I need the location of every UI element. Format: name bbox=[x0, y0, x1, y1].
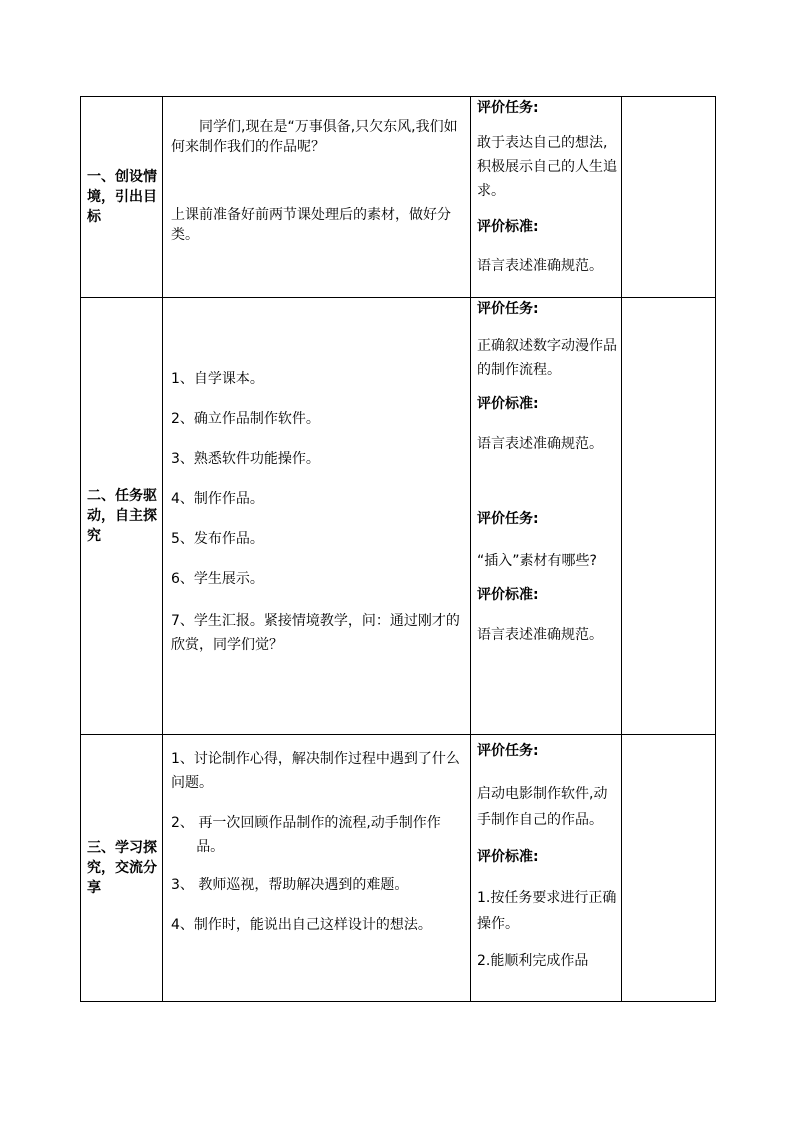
stage-cell: 一、创设情境，引出目标 bbox=[81, 97, 163, 298]
activity-text: 2、 再一次回顾作品制作的流程,动手制作作品。 bbox=[171, 815, 441, 855]
activity-cell bbox=[163, 97, 471, 298]
table-row bbox=[81, 298, 716, 735]
activity-text: 4、制作作品。 bbox=[171, 491, 264, 507]
stage-cell: 三、学习探究，交流分享 bbox=[81, 735, 163, 1002]
eval-std-text: 语言表述准确规范。 bbox=[477, 258, 603, 274]
activity-cell bbox=[163, 735, 471, 1002]
eval-std-label: 评价标准: bbox=[477, 849, 539, 865]
activity-text: 3、 教师巡视，帮助解决遇到的难题。 bbox=[171, 877, 409, 893]
activity-text: 5、发布作品。 bbox=[171, 531, 264, 547]
table-row bbox=[81, 97, 716, 298]
eval-task-label: 评价任务: bbox=[477, 511, 539, 527]
activity-text: 6、学生展示。 bbox=[171, 571, 264, 587]
lesson-plan-table bbox=[80, 96, 716, 1002]
empty-cell bbox=[622, 735, 716, 1002]
activity-text: 4、制作时，能说出自己这样设计的想法。 bbox=[171, 917, 432, 933]
eval-task-label: 评价任务: bbox=[477, 301, 539, 317]
eval-task-text: 正确叙述数字动漫作品的制作流程。 bbox=[477, 338, 617, 378]
activity-text: 同学们,现在是“万事俱备,只欠东风,我们如何来制作我们的作品呢？ bbox=[171, 119, 458, 155]
empty-cell bbox=[622, 298, 716, 735]
activity-text: 上课前准备好前两节课处理后的素材，做好分类。 bbox=[171, 207, 451, 243]
eval-task-text: 启动电影制作软件,动手制作自己的作品。 bbox=[477, 786, 608, 828]
eval-std-text: 2.能顺利完成作品 bbox=[477, 953, 589, 969]
eval-std-label: 评价标准: bbox=[477, 587, 539, 603]
activity-cell bbox=[163, 298, 471, 735]
evaluation-cell bbox=[471, 97, 622, 298]
activity-text: 3、熟悉软件功能操作。 bbox=[171, 451, 320, 467]
eval-task-text: “插入”素材有哪些? bbox=[477, 553, 597, 569]
stage-cell: 二、任务驱动，自主探究 bbox=[81, 298, 163, 735]
eval-std-label: 评价标准: bbox=[477, 219, 539, 235]
evaluation-cell bbox=[471, 735, 622, 1002]
eval-std-text: 1.按任务要求进行正确操作。 bbox=[477, 890, 617, 932]
evaluation-cell bbox=[471, 298, 622, 735]
eval-std-label: 评价标准: bbox=[477, 396, 539, 412]
empty-cell bbox=[622, 97, 716, 298]
eval-std-text: 语言表述准确规范。 bbox=[477, 436, 603, 452]
eval-task-label: 评价任务: bbox=[477, 743, 539, 759]
activity-text: 2、确立作品制作软件。 bbox=[171, 411, 320, 427]
eval-std-text: 语言表述准确规范。 bbox=[477, 627, 603, 643]
activity-text: 1、讨论制作心得，解决制作过程中遇到了什么问题。 bbox=[171, 751, 460, 791]
table-row bbox=[81, 735, 716, 1002]
eval-task-text: 敢于表达自己的想法,积极展示自己的人生追求。 bbox=[477, 135, 617, 199]
activity-text: 1、自学课本。 bbox=[171, 371, 264, 387]
activity-text: 7、学生汇报。紧接情境教学，问：通过刚才的欣赏，同学们觉？ bbox=[171, 613, 460, 653]
eval-task-label: 评价任务: bbox=[477, 100, 539, 116]
